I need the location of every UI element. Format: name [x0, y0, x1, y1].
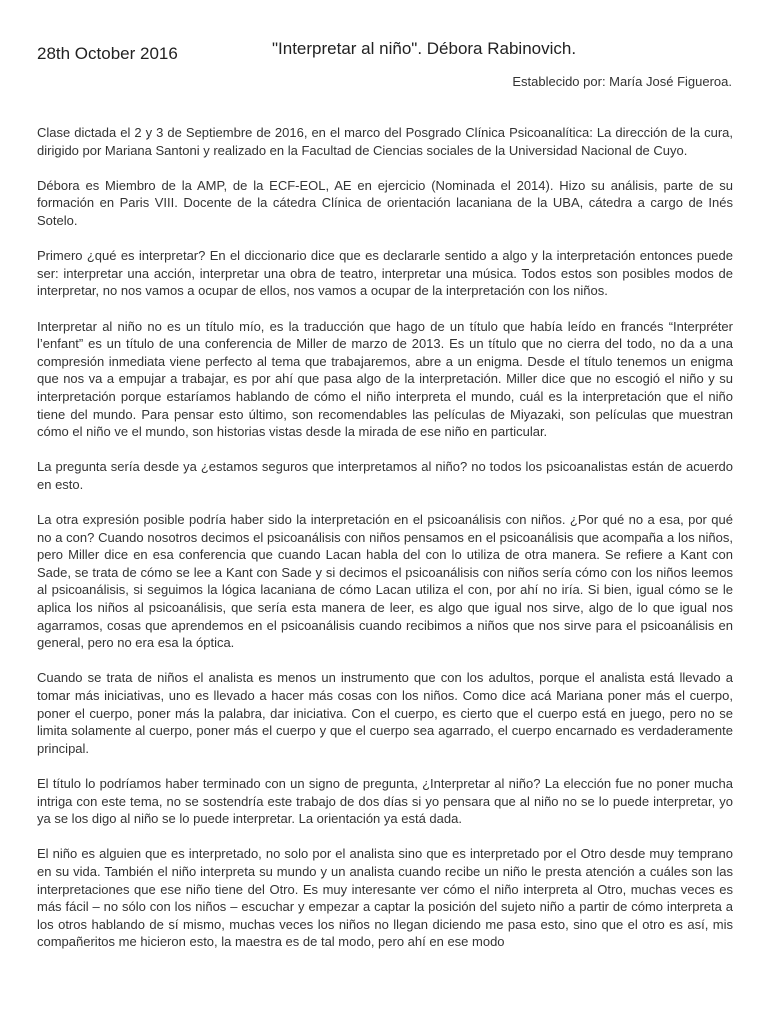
- paragraph: Interpretar al niño no es un título mío, es la traducción que hago de un título que había leído en francés “Interpréter l’enfant” es un título de una conferencia de Miller de marzo de 2013. Es un título que no cierra del todo, no da a una compresión inmediata viene perfecto al tema que trabajaremos, abre a un enigma. Desde el título tenemos un enigma que nos va a empujar a trabajar, es por ahí que pasa algo de la interpretación. Miller dice que no escogió el niño y su interpretación porque estaríamos hablando de cómo el niño interpreta el mundo, cuál es la interpretación que el niño tiene del mundo. Para pensar esto último, son recomendables las películas de Miyazaki, son películas que muestran cómo el niño ve el mundo, son historias vistas desde la mirada de ese niño en particular.: [37, 318, 733, 440]
- page-title: "Interpretar al niño". Débora Rabinovich.: [272, 39, 577, 58]
- paragraph: La pregunta sería desde ya ¿estamos seguros que interpretamos al niño? no todos los psicoanalistas están de acuerdo en esto.: [37, 459, 733, 492]
- paragraph: Cuando se trata de niños el analista es menos un instrumento que con los adultos, porque el analista está llevado a tomar más iniciativas, uno es llevado a hacer más cosas con los niños. Como dice acá Mariana poner más el cuerpo, poner el cuerpo, poner más la palabra, dar iniciativa. Con el cuerpo, es cierto que el cuerpo está en juego, pero no se limita solamente al cuerpo, poner más el cuerpo y que el cuerpo sea agarrado, el cuerpo encarnado es verdaderamente principal.: [37, 670, 733, 756]
- byline: Establecido por: María José Figueroa.: [512, 74, 732, 89]
- paragraph: El título lo podríamos haber terminado con un signo de pregunta, ¿Interpretar al niño? La elección fue no poner mucha intriga con este tema, no se sostendría este trabajo de dos días si yo pensara que al niño no se lo puede interpretar, yo ya se los digo al niño se lo puede interpretar. La orientación ya está dada.: [37, 775, 733, 827]
- post-date: 28th October 2016: [37, 44, 178, 63]
- paragraph: Clase dictada el 2 y 3 de Septiembre de 2016, en el marco del Posgrado Clínica Psicoanalítica: La dirección de la cura, dirigido por Mariana Santoni y realizado en la Facultad de Ciencias sociales de la Universidad Nacional de Cuyo.: [37, 125, 733, 158]
- paragraph: Débora es Miembro de la AMP, de la ECF-EOL, AE en ejercicio (Nominada el 2014). Hizo su análisis, parte de su formación en Paris VIII. Docente de la cátedra Clínica de orientación lacaniana de la UBA, cátedra a cargo de Inés Sotelo.: [37, 177, 733, 228]
- paragraph: Primero ¿qué es interpretar? En el diccionario dice que es declararle sentido a algo y la interpretación entonces puede ser: interpretar una acción, interpretar una obra de teatro, interpretar una música. Todos estos son posibles modos de interpretar, no nos vamos a ocupar de ellos, nos vamos a ocupar de la interpretación con los niños.: [37, 248, 733, 299]
- paragraph: La otra expresión posible podría haber sido la interpretación en el psicoanálisis con niños. ¿Por qué no a esa, por qué no a con? Cuando nosotros decimos el psicoanálisis con niños pensamos en el psicoanálisis que acompaña a los niños, pero Miller dice en esa conferencia que cuando Lacan habla del con lo utiliza de otra manera. Se refiere a Kant con Sade, se trata de cómo se lee a Kant con Sade y si decimos el psicoanálisis con niños sería cómo con los niños leemos al psicoanálisis, si seguimos la lógica lacaniana de cómo Lacan utiliza el con, por ahí no iría. Si bien, igual cómo se le aplica los niños al psicoanálisis, que sería esta manera de leer, es algo que igual nos sirve, algo de lo que igual nos agarramos, cosas que aprendemos en el psicoanálisis cuando recibimos a niños que nos sirve para el psicoanálisis en general, pero no era esa la óptica.: [37, 512, 733, 651]
- article-body: [37, 124, 733, 969]
- paragraph: El niño es alguien que es interpretado, no solo por el analista sino que es interpretado por el Otro desde muy temprano en su vida. También el niño interpreta su mundo y un analista cuando recibe un niño le presta atención a cuáles son las interpretaciones que ese niño tiene del Otro. Es muy interesante ver cómo el niño interpreta al Otro, muchas veces es más fácil – no sólo con los niños – escuchar y empezar a captar la posición del sujeto niño a partir de cómo interpreta a los otros hablando de sí mismo, muchas veces los niños no llegan diciendo me pasa esto, sino que el otro es así, mis compañeritos me hicieron esto, la maestra es de tal modo, pero ahí en ese modo: [37, 846, 733, 950]
